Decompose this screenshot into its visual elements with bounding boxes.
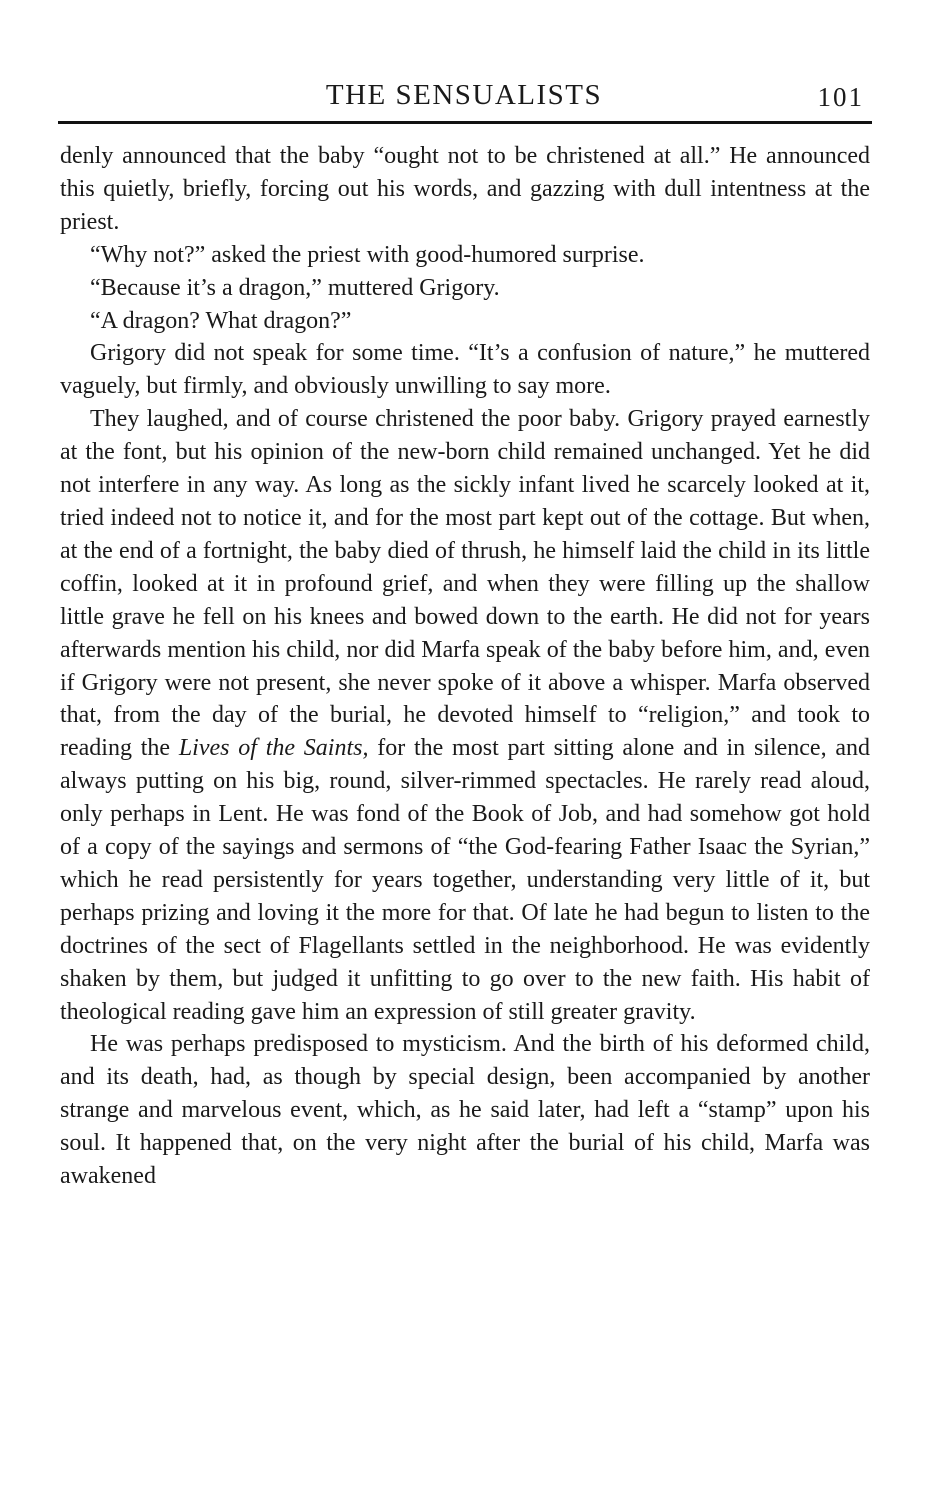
book-title-italic: Lives of the Saints, bbox=[178, 735, 369, 762]
body-text bbox=[60, 140, 870, 1193]
paragraph: “A dragon? What dragon?” bbox=[90, 307, 352, 334]
header-rule bbox=[58, 121, 872, 124]
text-run: They laughed, and of course christened the poor baby. Grigory prayed earnestly at the font, but his opinion of the new-born child remained unchanged. Yet he did not interfere in any way. As long as the sickly infant lived he scarcely looked at it, tried indeed not to notice it, and for the most part kept out of the cottage. But when, at the end of a fortnight, the baby died of thrush, he himself laid the child in its little coffin, looked at it in profound grief, and when they were filling up the shallow little grave he fell on his knees and bowed down to the earth. He did not for years afterwards mention his child, nor did Marfa speak of the baby before him, and, even if Grigory were not present, she never spoke of it above a whisper. Marfa observed that, from the day of the burial, he devoted himself to “religion,” and took to reading the bbox=[60, 406, 870, 762]
paragraph: “Because it’s a dragon,” muttered Grigory. bbox=[90, 274, 500, 301]
paragraph: Grigory did not speak for some time. “It’s a confusion of nature,” he muttered vaguely, but firmly, and obviously unwilling to say more. bbox=[60, 340, 870, 400]
page-number: 101 bbox=[817, 82, 864, 112]
text-run: for the most part sitting alone and in silence, and always putting on his big, round, silver-rimmed spectacles. He rarely read aloud, only perhaps in Lent. He was fond of the Book of Job, and had somehow got hold of a copy of the sayings and sermons of “the God-fearing Father Isaac the Syrian,” which he read persistently for years together, understanding very little of it, but perhaps prizing and loving it the more for that. Of late he had begun to listen to the doctrines of the sect of Flagellants settled in the neighborhood. He was evidently shaken by them, but judged it unfitting to go over to the new faith. His habit of theological reading gave him an expression of still greater gravity. bbox=[60, 735, 870, 1025]
paragraph: He was perhaps predisposed to mysticism. And the birth of his deformed child, and its death, had, as though by special design, been accompanied by another strange and marvelous event, which, as he said later, had left a “stamp” upon his soul. It happened that, on the very night after the burial of his child, Marfa was awakened bbox=[60, 1031, 870, 1190]
paragraph-continued: denly announced that the baby “ought not to be christened at all.” He announced this quietly, briefly, forcing out his words, and gazzing with dull intentness at the priest. bbox=[60, 143, 870, 235]
paragraph bbox=[60, 403, 870, 1028]
paragraph: “Why not?” asked the priest with good-humored surprise. bbox=[90, 241, 645, 268]
running-title: THE SENSUALISTS bbox=[325, 79, 603, 111]
running-head bbox=[60, 78, 868, 118]
